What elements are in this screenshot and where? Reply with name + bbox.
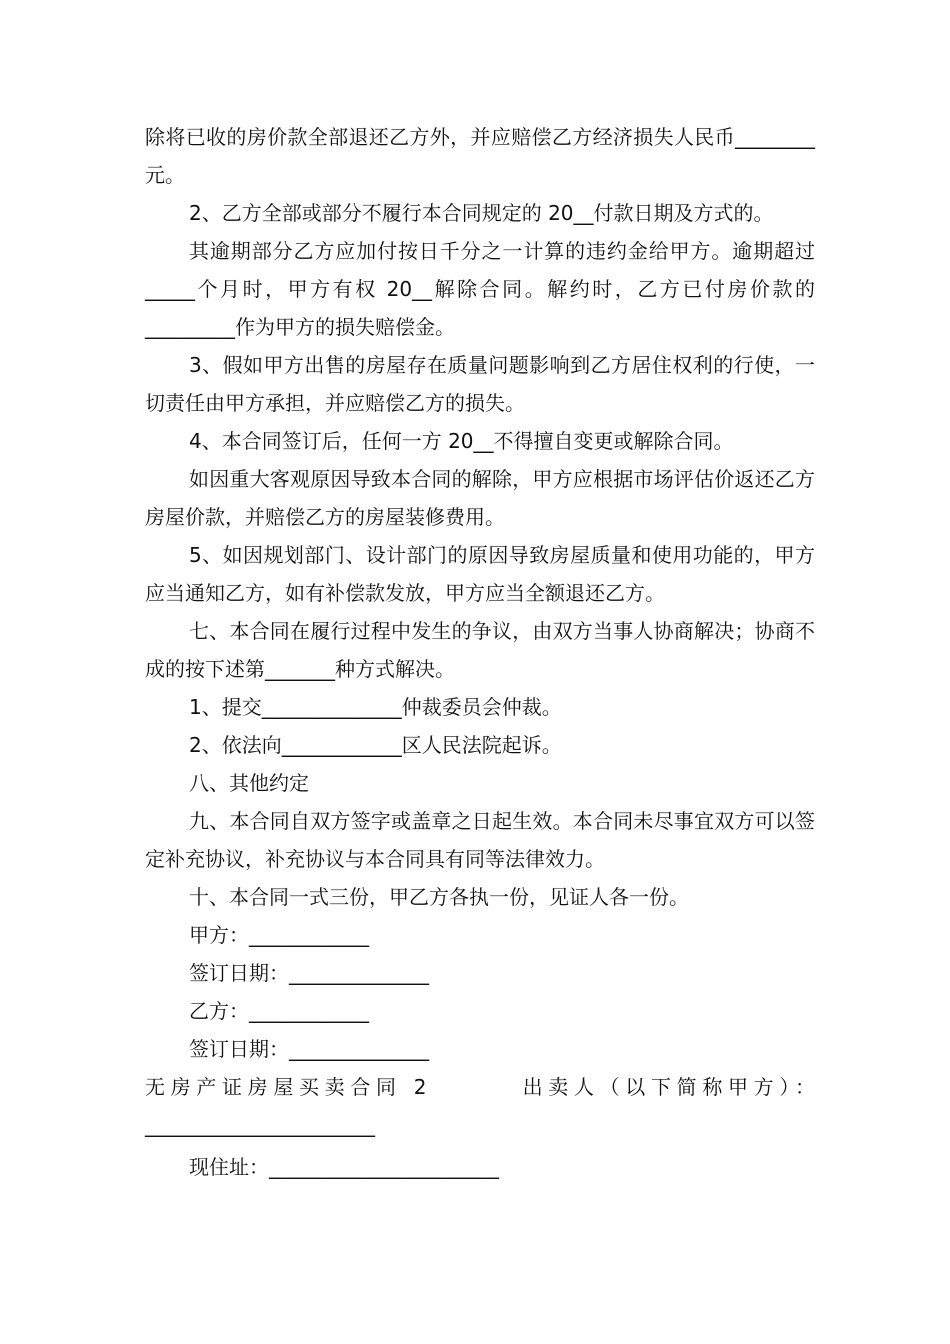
paragraph-quality-issue-liability: 3、假如甲方出售的房屋存在质量问题影响到乙方居住权利的行使，一切责任由甲方承担，并应赔偿乙方的损失。 — [145, 353, 815, 415]
paragraph-objective-cancellation: 如因重大客观原因导致本合同的解除，甲方应根据市场评估价返还乙方房屋价款，并赔偿乙方的房屋装修费用。 — [145, 467, 815, 529]
paragraph-court-option: 2、依法向____________区人民法院起诉。 — [189, 733, 562, 757]
paragraph-arbitration-option: 1、提交______________仲裁委员会仲裁。 — [189, 695, 562, 719]
second-contract-heading: 无房产证房屋买卖合同 2 出卖人（以下简称甲方）：_______________________ — [145, 1075, 815, 1137]
paragraph-no-unilateral-change: 4、本合同签订后，任何一方 20__不得擅自变更或解除合同。 — [189, 429, 734, 453]
paragraph-effective-date: 九、本合同自双方签字或盖章之日起生效。本合同未尽事宜双方可以签定补充协议，补充协议与本合同具有同等法律效力。 — [145, 809, 815, 871]
paragraph-refund-compensation: 除将已收的房价款全部退还乙方外，并应赔偿乙方经济损失人民币________元。 — [145, 125, 815, 187]
current-address-field: 现住址：_______________________ — [189, 1155, 499, 1179]
signature-date-party-b: 签订日期：______________ — [189, 1037, 429, 1061]
paragraph-other-agreements: 八、其他约定 — [189, 771, 309, 795]
signature-party-b: 乙方：____________ — [189, 999, 369, 1023]
signature-party-a: 甲方：____________ — [189, 923, 369, 947]
paragraph-late-payment-penalty: 其逾期部分乙方应加付按日千分之一计算的违约金给甲方。逾期超过_____个月时，甲方有权 20__解除合同。解约时，乙方已付房价款的_________作为甲方的损失赔偿金。 — [145, 239, 815, 339]
paragraph-buyer-payment-default: 2、乙方全部或部分不履行本合同规定的 20__付款日期及方式的。 — [189, 201, 774, 225]
document-page — [145, 118, 815, 1186]
paragraph-copies: 十、本合同一式三份，甲乙方各执一份，见证人各一份。 — [189, 885, 689, 909]
paragraph-dispute-resolution: 七、本合同在履行过程中发生的争议，由双方当事人协商解决；协商不成的按下述第_______种方式解决。 — [145, 619, 815, 681]
signature-date-party-a: 签订日期：______________ — [189, 961, 429, 985]
paragraph-planning-department-cause: 5、如因规划部门、设计部门的原因导致房屋质量和使用功能的，甲方应当通知乙方，如有补偿款发放，甲方应当全额退还乙方。 — [145, 543, 815, 605]
